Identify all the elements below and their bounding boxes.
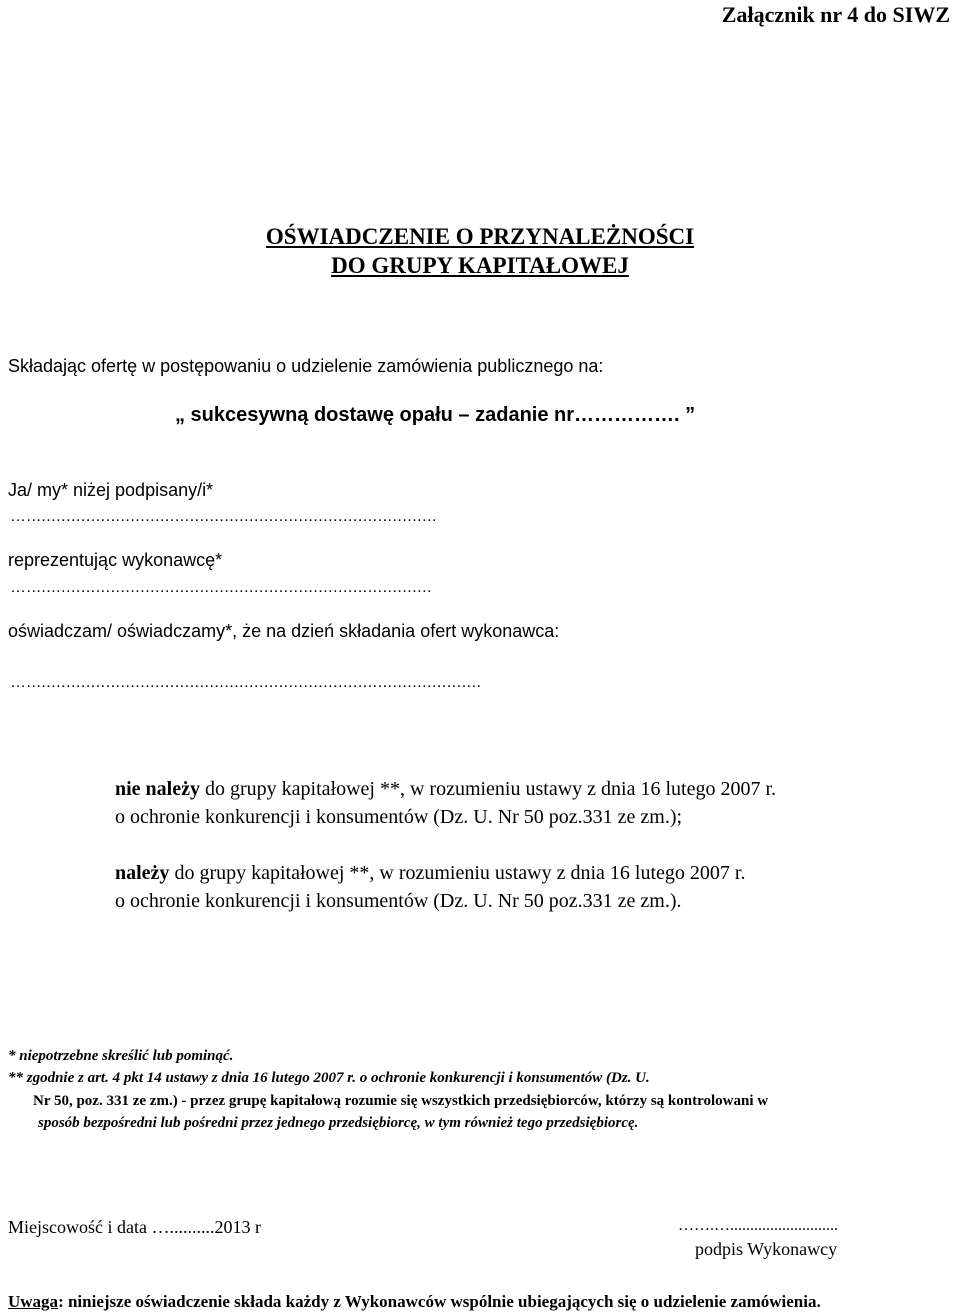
footnote-2: ** zgodnie z art. 4 pkt 14 ustawy z dnia 16 lutego 2007 r. o ochronie konkurencji i konsumentów (Dz. U.	[8, 1070, 650, 1086]
option-member-line1[interactable]	[115, 862, 745, 885]
document-title-line1: OŚWIADCZENIE O PRZYNALEŻNOŚCI	[265, 224, 695, 249]
option-member-line2: o ochronie konkurencji i konsumentów (Dz. U. Nr 50 poz.331 ze zm.).	[115, 890, 682, 912]
option-not-member-bold: nie należy	[115, 778, 200, 800]
option-not-member-line2: o ochronie konkurencji i konsumentów (Dz. U. Nr 50 poz.331 ze zm.);	[115, 806, 683, 828]
document-title-line2: DO GRUPY KAPITAŁOWEJ	[331, 253, 629, 278]
signatory-label: Ja/ my* niżej podpisany/i*	[8, 480, 214, 500]
warning-text: : niniejsze oświadczenie składa każdy z Wykonawców wspólnie ubiegających się o udzielenie zamówienia.	[58, 1292, 821, 1311]
option-not-member-line1[interactable]	[115, 778, 776, 801]
warning-label: Uwaga	[8, 1292, 59, 1311]
declaration-field[interactable]: …............................................................................................	[10, 674, 482, 691]
signature-label: podpis Wykonawcy	[695, 1239, 838, 1259]
contractor-field[interactable]: …..................................................................................	[10, 579, 433, 596]
footnote-1: * niepotrzebne skreślić lub pominąć.	[8, 1048, 234, 1064]
footnote-4: sposób bezpośredni lub pośredni przez jednego przedsiębiorcę, w tym również tego przedsiębiorcę.	[38, 1115, 639, 1131]
place-date-field[interactable]: Miejscowość i data …..........2013 r	[8, 1217, 261, 1237]
tender-subject: „ sukcesywną dostawę opału – zadanie nr……………. ”	[175, 404, 696, 426]
option-not-member-text: do grupy kapitałowej **, w rozumieniu ustawy z dnia 16 lutego 2007 r.	[200, 778, 777, 800]
signatory-field[interactable]: …...................................................................................	[10, 508, 437, 525]
signature-field[interactable]: …….…...........................	[678, 1217, 838, 1234]
option-member-bold: należy	[115, 862, 170, 884]
option-member-text: do grupy kapitałowej **, w rozumieniu ustawy z dnia 16 lutego 2007 r.	[169, 862, 746, 884]
contractor-label: reprezentując wykonawcę*	[8, 550, 223, 570]
footnote-3: Nr 50, poz. 331 ze zm.) - przez grupę kapitałową rozumie się wszystkich przedsiębiorców, którzy są kontrolowani w	[33, 1093, 769, 1109]
declaration-label: oświadczam/ oświadczamy*, że na dzień składania ofert wykonawca:	[8, 621, 560, 641]
annex-label: Załącznik nr 4 do SIWZ	[721, 2, 950, 27]
intro-text: Składając ofertę w postępowaniu o udzielenie zamówienia publicznego na:	[8, 356, 604, 376]
warning-note	[8, 1292, 821, 1312]
